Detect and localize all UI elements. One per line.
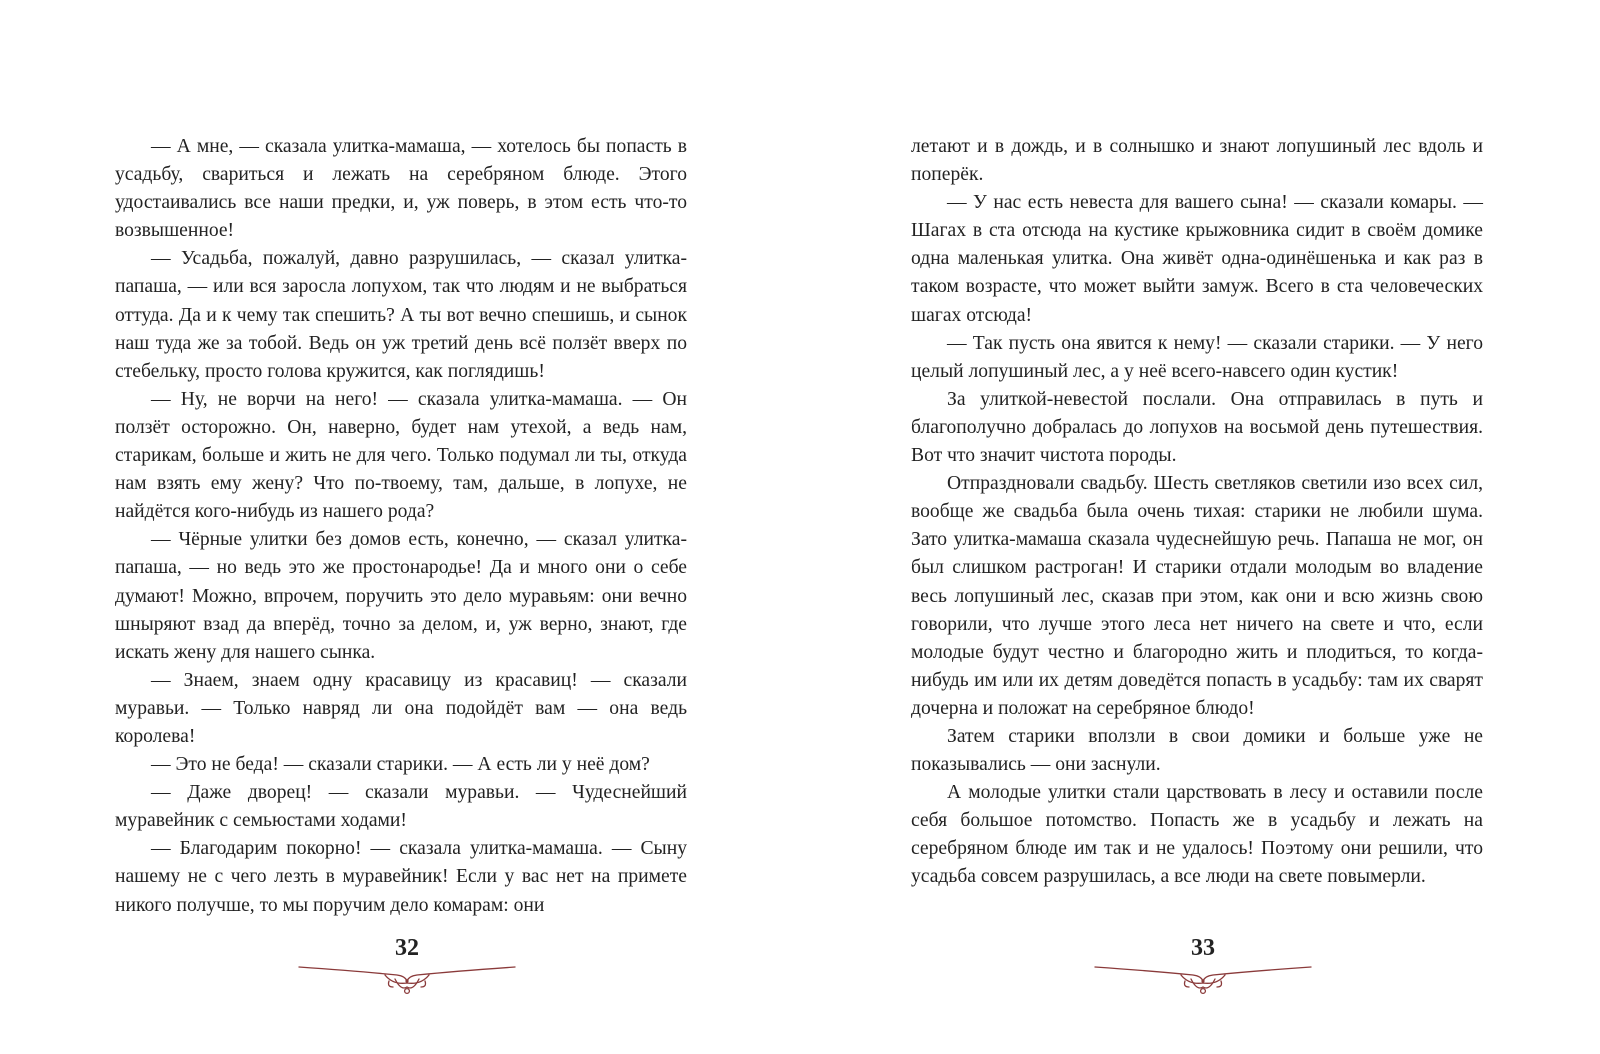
right-folio [1093, 935, 1313, 997]
paragraph: летают и в дождь, и в солнышко и знают лопушиный лес вдоль и поперёк. [911, 136, 1483, 186]
page-number: 33 [1191, 935, 1215, 961]
paragraph: — Благодарим покорно! — сказала улитка-мамаша. — Сыну нашему не с чего лезть в муравейник! Если у вас нет на примете никого получше, то мы поручим дело комарам: они [115, 838, 687, 916]
left-page-text [115, 133, 687, 920]
paragraph: — Даже дворец! — сказали муравьи. — Чудеснейший муравейник с семьюстами ходами! [115, 782, 687, 832]
paragraph: — Ну, не ворчи на него! — сказала улитка-мамаша. — Он ползёт осторожно. Он, наверно, будет нам утехой, а ведь нам, старикам, больше и жить не для чего. Только подумал ли ты, откуда нам взять ему жену? Что по-твоему, там, дальше, в лопухе, не найдётся кого-нибудь из нашего рода? [115, 388, 687, 523]
page-number: 32 [395, 935, 419, 961]
paragraph: — Знаем, знаем одну красавицу из красавиц! — сказали муравьи. — Только навряд ли она подойдёт вам — она ведь королева! [115, 669, 687, 747]
left-folio [297, 935, 517, 997]
paragraph: — Чёрные улитки без домов есть, конечно, — сказал улитка-папаша, — но ведь это же простонародье! Да и много они о себе думают! Можно, впрочем, поручить это дело муравьям: они вечно шныряют взад да вперёд, точно за делом, и, уж верно, знают, где искать жену для нашего сынка. [115, 529, 687, 663]
decorative-flourish-icon [1093, 961, 1313, 997]
paragraph: Отпраздновали свадьбу. Шесть светляков светили изо всех сил, вообще же свадьба была очень тихая: старики не любили шума. Зато улитка-мамаша сказала чудеснейшую речь. Папаша не мог, он был слишком растроган! И старики отдали молодым во владение весь лопушиный лес, сказав при этом, как они и всю жизнь свою говорили, что лучше этого леса нет ничего на свете и что, если молодые будут честно и благородно жить и плодиться, то когда-нибудь им или их детям доведётся попасть в усадьбу: там их сварят дочерна и положат на серебряное блюдо! [911, 473, 1483, 719]
paragraph: А молодые улитки стали царствовать в лесу и оставили после себя большое потомство. Попасть же в усадьбу и лежать на серебряном блюде им так и не удалось! Поэтому они решили, что усадьба совсем разрушилась, а все люди на свете повымерли. [911, 782, 1483, 888]
right-page-text [911, 133, 1483, 892]
paragraph: Затем старики вползли в свои домики и больше уже не показывались — они заснули. [911, 725, 1483, 776]
paragraph: — Это не беда! — сказали старики. — А есть ли у неё дом? [151, 754, 650, 776]
paragraph: За улиткой-невестой послали. Она отправилась в путь и благополучно добралась до лопухов на восьмой день путешествия. Вот что значит чистота породы. [911, 388, 1483, 467]
paragraph: — У нас есть невеста для вашего сына! — сказали комары. — Шагах в ста отсюда на кустике крыжовника сидит в своём домике одна маленькая улитка. Она живёт одна-одинёшенька и как раз в таком возрасте, что может выйти замуж. Всего в ста человеческих шагах отсюда! [911, 192, 1483, 326]
paragraph: — Усадьба, пожалуй, давно разрушилась, — сказал улитка-папаша, — или вся заросла лопухом, так что людям и не выбраться оттуда. Да и к чему так спешить? А ты вот вечно спешишь, и сынок наш туда же за тобой. Ведь он уж третий день всё ползёт вверх по стебельку, просто голова кружится, как поглядишь! [115, 248, 687, 382]
decorative-flourish-icon [297, 961, 517, 997]
paragraph: — А мне, — сказала улитка-мамаша, — хотелось бы попасть в усадьбу, свариться и лежать на серебряном блюде. Этого удостаивались все наши предки, и, уж поверь, в этом есть что-то возвышенное! [115, 136, 687, 242]
paragraph: — Так пусть она явится к нему! — сказали старики. — У него целый лопушиный лес, а у неё всего-навсего один кустик! [911, 332, 1483, 382]
